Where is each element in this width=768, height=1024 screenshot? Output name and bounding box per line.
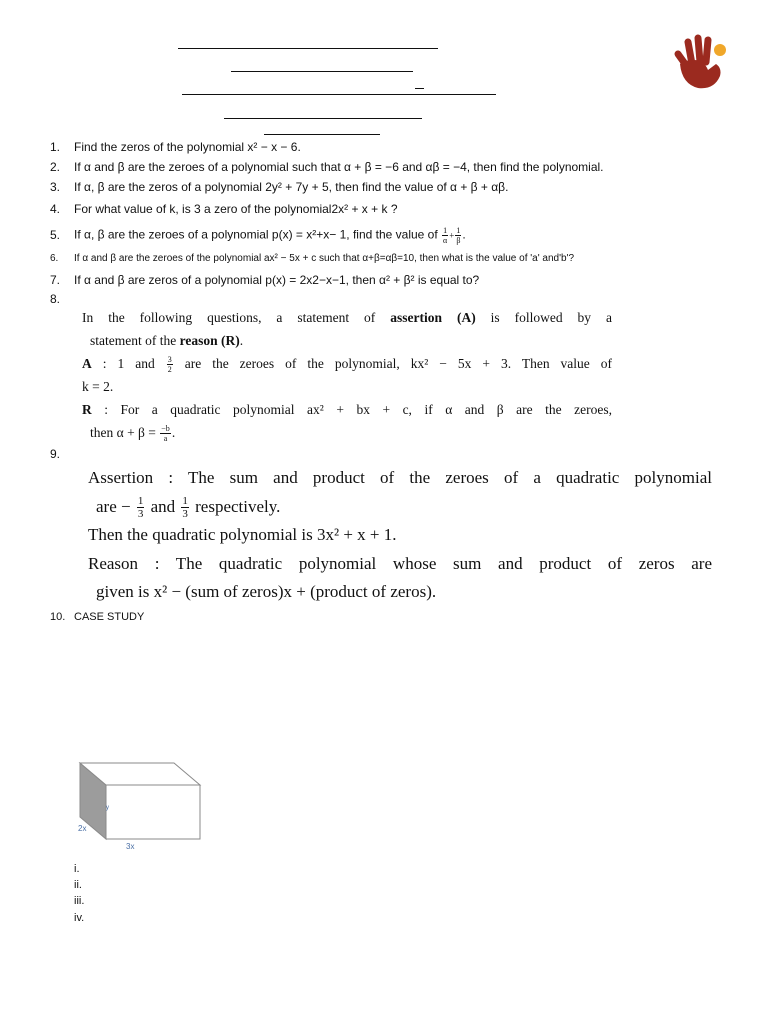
question-9 [50, 447, 74, 461]
question-6 [50, 253, 574, 264]
question-1 [50, 140, 301, 154]
assertion-text: : 1 and [102, 356, 155, 371]
question-8-assertion-reason [82, 306, 612, 444]
assertion-text: are the zeroes of the polynomial, kx² − 5x + 3. Then value of [184, 356, 613, 371]
question-10 [50, 611, 144, 623]
q8-intro-text: statement of the [90, 333, 177, 348]
header-rule-4 [415, 88, 424, 89]
subpart-1: i. [74, 863, 80, 875]
question-end: . [462, 227, 466, 242]
q8-intro-end: . [239, 333, 244, 348]
reason-text: : For a quadratic polynomial ax² + bx + c, if α and β are the zeroes, [104, 402, 612, 417]
depth-label: 2x [78, 824, 87, 833]
length-label: 3x [126, 842, 135, 851]
question-text: Find the zeros of the polynomial x² − x − 6. [74, 140, 301, 154]
question-4 [50, 202, 398, 216]
question-text: If α, β are the zeroes of a polynomial p(x) = x²+x− 1, find the value of [74, 227, 438, 242]
fraction [167, 355, 173, 374]
question-number: 10. [50, 611, 66, 623]
q8-reason-line-2 [82, 421, 612, 444]
q9-line-3: Then the quadratic polynomial is 3x² + x + 1. [88, 525, 397, 544]
header-rule-5 [224, 118, 422, 119]
hand-logo-icon [668, 34, 732, 92]
assertion-word: assertion (A) [390, 310, 476, 325]
fraction-numerator: 1 [443, 226, 448, 235]
plus-sign: + [449, 230, 455, 241]
question-9-assertion-reason [88, 464, 712, 607]
q9-text: respectively. [195, 496, 281, 516]
question-number: 5. [50, 227, 61, 242]
header-rule-3 [182, 94, 496, 95]
fraction-numerator: 1 [456, 226, 461, 235]
assertion-text: k = 2. [82, 379, 114, 394]
q9-text: are − [96, 496, 131, 516]
q9-line-2 [88, 493, 712, 522]
fraction-denominator: α [443, 236, 448, 245]
fraction-numerator: 1 [137, 495, 144, 508]
reason-word: reason (R) [179, 333, 240, 348]
fraction [455, 226, 461, 245]
fraction-numerator: 3 [167, 355, 172, 365]
question-text: If α and β are zeros of a polynomial p(x) = 2x2−x−1, then α² + β² is equal to? [74, 273, 480, 287]
fraction-numerator: −b [161, 424, 170, 434]
fraction [181, 495, 189, 520]
cuboid-front-face [106, 785, 200, 839]
fraction-denominator: 3 [137, 508, 144, 521]
q8-intro-line-1 [82, 306, 612, 329]
fraction [160, 424, 171, 443]
subpart-4: iv. [74, 912, 85, 924]
reason-end: . [171, 425, 176, 440]
fraction [442, 226, 448, 245]
q8-intro-text: In the following questions, a statement of [82, 310, 376, 325]
fraction-denominator: a [163, 434, 168, 444]
question-number: 8. [50, 292, 61, 306]
fraction-denominator: 2 [167, 365, 172, 375]
question-number: 2. [50, 160, 61, 174]
q8-assertion-line [82, 352, 612, 375]
cuboid-figure [70, 755, 220, 855]
question-number: 4. [50, 202, 61, 216]
header-rule-2 [231, 71, 413, 72]
question-text: If α and β are the zeroes of a polynomial such that α + β = −6 and αβ = −4, then find the polynomial. [74, 160, 604, 174]
q9-line-5: given is x² − (sum of zeros)x + (product of zeros). [96, 582, 437, 601]
reason-label: R [82, 402, 92, 417]
q8-intro-text: is followed by a [490, 310, 612, 325]
height-label: y [106, 805, 109, 811]
fraction-numerator: 1 [182, 495, 188, 508]
question-7 [50, 273, 479, 287]
question-number: 9. [50, 447, 61, 461]
q9-line-1: Assertion : The sum and product of the zeroes of a quadratic polynomial [88, 468, 712, 487]
question-text: If α and β are the zeroes of the polynomial ax² − 5x + c such that α+β=αβ=10, then what is the value of 'a' and'b'? [74, 253, 575, 264]
fraction [137, 495, 145, 520]
question-text: If α, β are the zeros of a polynomial 2y² + 7y + 5, then find the value of α + β + αβ. [74, 180, 509, 194]
subpart-2: ii. [74, 879, 82, 891]
header-rule-6 [264, 134, 380, 135]
q9-text: and [150, 496, 176, 516]
question-text: For what value of k, is 3 a zero of the polynomial2x² + x + k ? [74, 202, 398, 216]
q8-reason-line [82, 398, 612, 421]
question-number: 3. [50, 180, 61, 194]
q8-intro-line-2 [82, 329, 612, 352]
header-rule-1 [178, 48, 438, 49]
subpart-3: iii. [74, 895, 85, 907]
assertion-label: A [82, 356, 92, 371]
fraction-denominator: 3 [182, 508, 188, 521]
question-number: 7. [50, 273, 61, 287]
q8-assertion-line-2 [82, 375, 612, 398]
case-study-label: CASE STUDY [74, 611, 145, 623]
question-number: 6. [50, 253, 59, 264]
fraction-denominator: β [456, 236, 461, 245]
q9-line-4: Reason : The quadratic polynomial whose sum and product of zeros are [88, 553, 712, 573]
question-8 [50, 292, 74, 306]
question-3 [50, 180, 508, 194]
reason-text: then α + β = [90, 425, 156, 440]
question-5 [50, 226, 466, 245]
question-2 [50, 160, 604, 174]
question-number: 1. [50, 140, 61, 154]
